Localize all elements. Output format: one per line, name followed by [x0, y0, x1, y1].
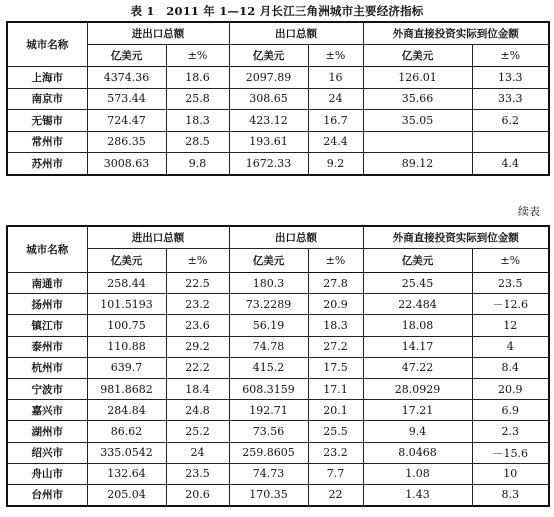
fdi-change-cell: 6.2 — [472, 110, 549, 132]
table-caption: 表 1 2011 年 1—12 月长江三角洲城市主要经济指标 — [130, 4, 424, 18]
table-row — [7, 88, 549, 110]
table-row — [7, 315, 549, 336]
import-export-change-cell: 20.6 — [166, 484, 229, 506]
table-row — [7, 273, 549, 294]
import-export-value-cell: 724.47 — [87, 110, 166, 132]
import-export-value-cell: 100.75 — [87, 315, 166, 336]
unit-header: 亿美元 — [87, 45, 166, 67]
import-export-change-cell: 25.8 — [166, 88, 229, 110]
city-name-cell: 宁波市 — [7, 378, 87, 399]
city-name-cell: 泰州市 — [7, 336, 87, 357]
table-row — [7, 484, 549, 506]
import-export-value-cell: 639.7 — [87, 357, 166, 378]
fdi-change-cell: 23.5 — [472, 273, 549, 294]
import-export-change-cell: 24 — [166, 442, 229, 463]
export-change-cell: 27.2 — [308, 336, 363, 357]
export-change-cell: 16 — [308, 67, 363, 89]
fdi-value-cell: 35.66 — [363, 88, 472, 110]
import-export-total-header: 进出口总额 — [87, 22, 229, 45]
table-row — [7, 378, 549, 399]
export-value-cell: 192.71 — [229, 400, 308, 421]
fdi-change-cell: 12 — [472, 315, 549, 336]
table-row — [7, 153, 549, 175]
fdi-value-cell: 1.43 — [363, 484, 472, 506]
table-row — [7, 336, 549, 357]
city-name-cell: 苏州市 — [7, 153, 87, 175]
table-row — [7, 442, 549, 463]
import-export-value-cell: 258.44 — [87, 273, 166, 294]
unit-header: 亿美元 — [363, 45, 472, 67]
import-export-change-cell: 23.6 — [166, 315, 229, 336]
unit-header: 亿美元 — [229, 249, 308, 273]
table-row — [7, 400, 549, 421]
fdi-change-cell: 20.9 — [472, 378, 549, 399]
city-name-cell: 镇江市 — [7, 315, 87, 336]
import-export-value-cell: 4374.36 — [87, 67, 166, 89]
fdi-value-cell: 25.45 — [363, 273, 472, 294]
fdi-change-cell: －15.6 — [472, 442, 549, 463]
export-value-cell: 423.12 — [229, 110, 308, 132]
city-name-cell: 台州市 — [7, 484, 87, 506]
change-header: ±% — [472, 45, 549, 67]
unit-header: 亿美元 — [363, 249, 472, 273]
export-value-cell: 170.35 — [229, 484, 308, 506]
import-export-change-cell: 28.5 — [166, 131, 229, 153]
export-change-cell: 17.5 — [308, 357, 363, 378]
export-change-cell: 17.1 — [308, 378, 363, 399]
economic-indicators-table-2 — [6, 225, 550, 507]
fdi-actual-header: 外商直接投资实际到位金额 — [363, 226, 549, 249]
city-name-cell: 南京市 — [7, 88, 87, 110]
fdi-value-cell: 8.0468 — [363, 442, 472, 463]
export-value-cell: 608.3159 — [229, 378, 308, 399]
import-export-value-cell: 981.8682 — [87, 378, 166, 399]
fdi-change-cell: 4.4 — [472, 153, 549, 175]
import-export-value-cell: 573.44 — [87, 88, 166, 110]
import-export-change-cell: 22.5 — [166, 273, 229, 294]
table-row — [7, 110, 549, 132]
fdi-change-cell: 13.3 — [472, 67, 549, 89]
city-name-cell: 无锡市 — [7, 110, 87, 132]
table-row — [7, 67, 549, 89]
unit-header: 亿美元 — [87, 249, 166, 273]
city-name-cell: 上海市 — [7, 67, 87, 89]
table-row — [7, 131, 549, 153]
export-change-cell: 25.5 — [308, 421, 363, 442]
import-export-value-cell: 335.0542 — [87, 442, 166, 463]
fdi-value-cell: 47.22 — [363, 357, 472, 378]
import-export-change-cell: 23.2 — [166, 294, 229, 315]
change-header: ±% — [166, 45, 229, 67]
export-change-cell: 18.3 — [308, 315, 363, 336]
export-total-header: 出口总额 — [229, 22, 363, 45]
city-name-cell: 常州市 — [7, 131, 87, 153]
import-export-change-cell: 18.6 — [166, 67, 229, 89]
export-value-cell: 74.78 — [229, 336, 308, 357]
city-name-cell: 绍兴市 — [7, 442, 87, 463]
fdi-value-cell: 17.21 — [363, 400, 472, 421]
export-value-cell: 73.56 — [229, 421, 308, 442]
fdi-change-cell: 8.3 — [472, 484, 549, 506]
fdi-value-cell: 126.01 — [363, 67, 472, 89]
fdi-change-cell: 4 — [472, 336, 549, 357]
city-name-cell: 扬州市 — [7, 294, 87, 315]
export-change-cell: 24.4 — [308, 131, 363, 153]
fdi-value-cell — [363, 131, 472, 153]
table-row — [7, 357, 549, 378]
change-header: ±% — [308, 249, 363, 273]
import-export-change-cell: 18.3 — [166, 110, 229, 132]
import-export-change-cell: 29.2 — [166, 336, 229, 357]
fdi-value-cell: 22.484 — [363, 294, 472, 315]
import-export-value-cell: 101.5193 — [87, 294, 166, 315]
import-export-value-cell: 284.84 — [87, 400, 166, 421]
export-change-cell: 9.2 — [308, 153, 363, 175]
fdi-value-cell: 28.0929 — [363, 378, 472, 399]
export-value-cell: 193.61 — [229, 131, 308, 153]
city-name-header: 城市名称 — [7, 22, 87, 67]
export-value-cell: 259.8605 — [229, 442, 308, 463]
change-header: ±% — [472, 249, 549, 273]
import-export-change-cell: 25.2 — [166, 421, 229, 442]
export-value-cell: 74.73 — [229, 463, 308, 484]
export-value-cell: 415.2 — [229, 357, 308, 378]
export-value-cell: 73.2289 — [229, 294, 308, 315]
city-name-cell: 杭州市 — [7, 357, 87, 378]
economic-indicators-table-1 — [6, 21, 550, 176]
import-export-change-cell: 23.5 — [166, 463, 229, 484]
table-row — [7, 421, 549, 442]
fdi-value-cell: 18.08 — [363, 315, 472, 336]
export-change-cell: 20.1 — [308, 400, 363, 421]
city-name-cell: 嘉兴市 — [7, 400, 87, 421]
fdi-change-cell: 10 — [472, 463, 549, 484]
export-change-cell: 23.2 — [308, 442, 363, 463]
fdi-value-cell: 1.08 — [363, 463, 472, 484]
export-change-cell: 27.8 — [308, 273, 363, 294]
export-change-cell: 16.7 — [308, 110, 363, 132]
fdi-value-cell: 14.17 — [363, 336, 472, 357]
import-export-change-cell: 24.8 — [166, 400, 229, 421]
export-change-cell: 22 — [308, 484, 363, 506]
fdi-change-cell: 33.3 — [472, 88, 549, 110]
export-total-header: 出口总额 — [229, 226, 363, 249]
continued-label: 续表 — [518, 205, 540, 218]
import-export-value-cell: 286.35 — [87, 131, 166, 153]
export-value-cell: 1672.33 — [229, 153, 308, 175]
import-export-total-header: 进出口总额 — [87, 226, 229, 249]
export-change-cell: 20.9 — [308, 294, 363, 315]
import-export-value-cell: 86.62 — [87, 421, 166, 442]
table-row — [7, 294, 549, 315]
unit-header: 亿美元 — [229, 45, 308, 67]
city-name-cell: 湖州市 — [7, 421, 87, 442]
import-export-value-cell: 132.64 — [87, 463, 166, 484]
export-value-cell: 56.19 — [229, 315, 308, 336]
fdi-change-cell — [472, 131, 549, 153]
fdi-value-cell: 35.05 — [363, 110, 472, 132]
export-value-cell: 308.65 — [229, 88, 308, 110]
fdi-change-cell: －12.6 — [472, 294, 549, 315]
fdi-change-cell: 6.9 — [472, 400, 549, 421]
export-value-cell: 2097.89 — [229, 67, 308, 89]
table-row — [7, 463, 549, 484]
import-export-value-cell: 3008.63 — [87, 153, 166, 175]
import-export-value-cell: 205.04 — [87, 484, 166, 506]
city-name-cell: 舟山市 — [7, 463, 87, 484]
city-name-header: 城市名称 — [7, 226, 87, 273]
export-value-cell: 180.3 — [229, 273, 308, 294]
export-change-cell: 7.7 — [308, 463, 363, 484]
import-export-change-cell: 22.2 — [166, 357, 229, 378]
city-name-cell: 南通市 — [7, 273, 87, 294]
change-header: ±% — [166, 249, 229, 273]
fdi-change-cell: 8.4 — [472, 357, 549, 378]
fdi-value-cell: 89.12 — [363, 153, 472, 175]
fdi-value-cell: 9.4 — [363, 421, 472, 442]
import-export-value-cell: 110.88 — [87, 336, 166, 357]
change-header: ±% — [308, 45, 363, 67]
export-change-cell: 24 — [308, 88, 363, 110]
import-export-change-cell: 18.4 — [166, 378, 229, 399]
fdi-change-cell: 2.3 — [472, 421, 549, 442]
fdi-actual-header: 外商直接投资实际到位金额 — [363, 22, 549, 45]
import-export-change-cell: 9.8 — [166, 153, 229, 175]
